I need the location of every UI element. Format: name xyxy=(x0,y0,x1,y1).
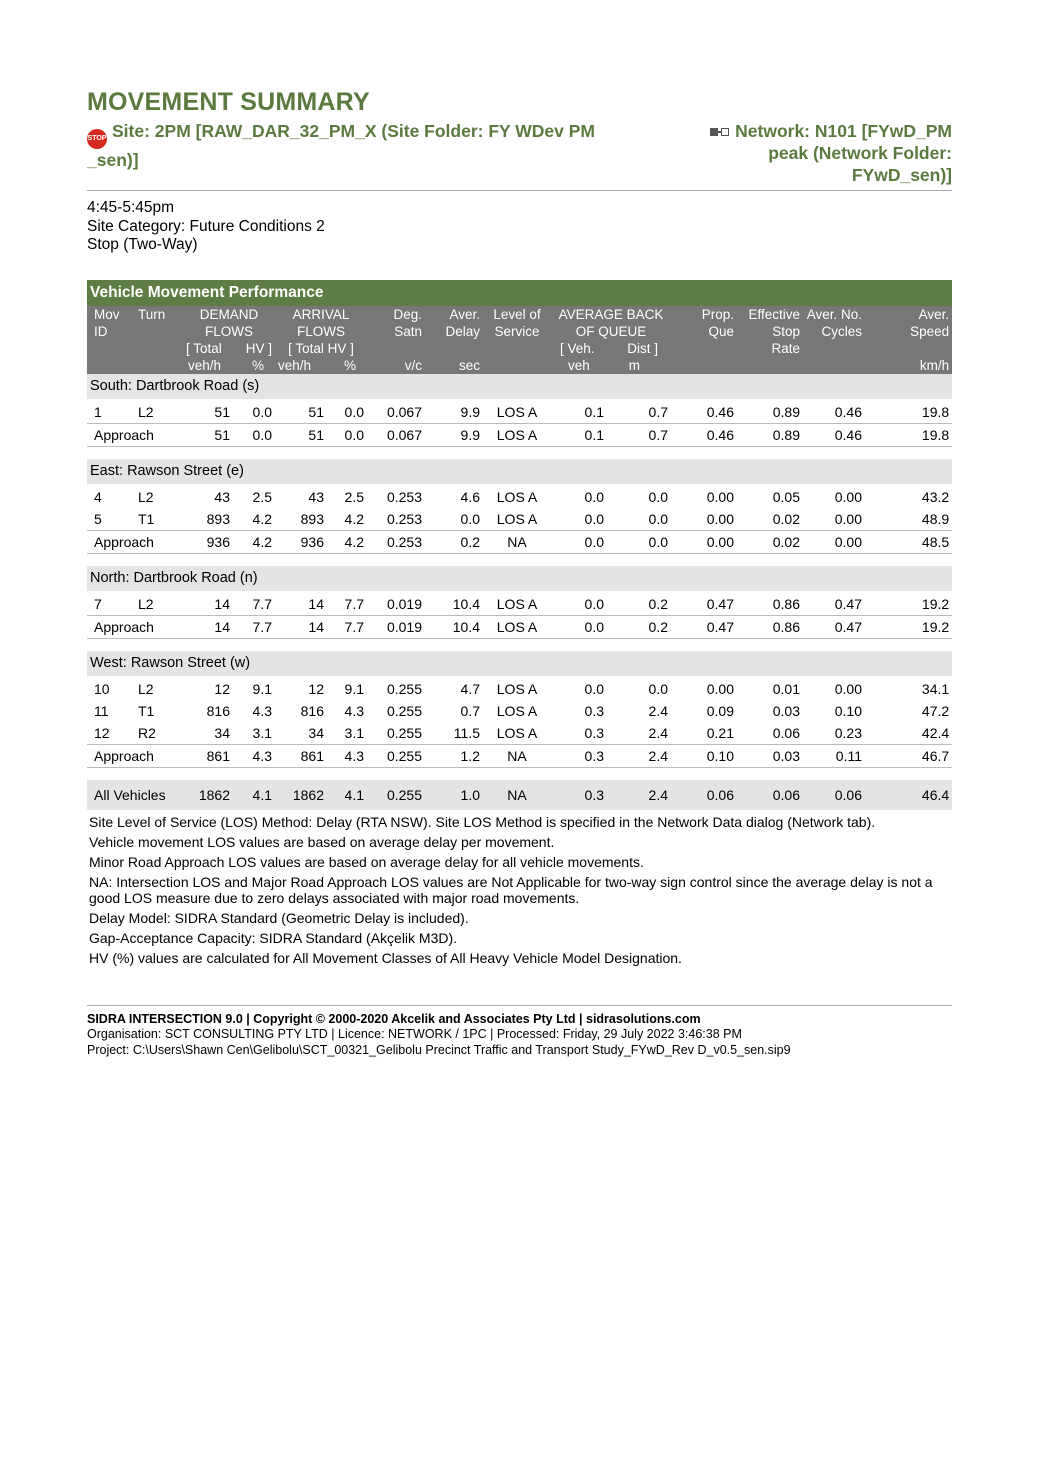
table-cell: LOS A xyxy=(496,680,538,697)
table-cell: 4.2 xyxy=(344,510,364,527)
table-cell: 9.9 xyxy=(460,403,480,420)
note-line: Delay Model: SIDRA Standard (Geometric Delay is included). xyxy=(89,910,469,926)
table-cell: 0.7 xyxy=(460,702,480,719)
table-cell: 0.00 xyxy=(706,510,734,527)
table-cell: 46.7 xyxy=(865,744,952,767)
table-cell: LOS A xyxy=(496,702,538,719)
table-cell: 0.1 xyxy=(551,423,607,446)
table-cell: All Vehicles xyxy=(87,780,183,810)
table-cell: NA xyxy=(483,744,551,767)
table-cell: 2.4 xyxy=(648,724,668,741)
table-cell: 0.255 xyxy=(367,780,425,810)
table-cell: 0.0 xyxy=(584,680,604,697)
table-cell: 3.1 xyxy=(344,724,364,741)
table-cell: 0.11 xyxy=(803,744,865,767)
control-type: Stop (Two-Way) xyxy=(87,236,198,253)
table-cell: 2.5 xyxy=(344,488,364,505)
table-cell: 19.8 xyxy=(865,423,952,446)
table-cell: 3.1 xyxy=(252,724,272,741)
table-cell: 0.00 xyxy=(834,680,862,697)
table-cell: 0.46 xyxy=(671,423,737,446)
col-back-of-queue: AVERAGE BACK OF QUEUE [ Veh. Dist ] veh m xyxy=(551,306,671,374)
table-cell: 0.3 xyxy=(551,744,607,767)
note-line: Site Level of Service (LOS) Method: Delay (RTA NSW). Site LOS Method is specified in the Network Data dialog (Network tab). xyxy=(89,813,876,830)
col-aver-cycles: Aver. No. Cycles xyxy=(803,306,865,374)
col-mov-id: Mov ID xyxy=(87,306,135,374)
table-cell: 43 xyxy=(308,488,324,505)
site-category: Site Category: Future Conditions 2 xyxy=(87,217,325,235)
note-line: NA: Intersection LOS and Major Road Approach LOS values are Not Applicable for two-way sign control since the average delay is not a good LOS measure due to zero delays associated with major road movements. xyxy=(89,873,933,906)
table-cell: 0.23 xyxy=(834,724,862,741)
table-cell: 10.4 xyxy=(452,595,480,612)
col-demand-flows: DEMAND FLOWS [ Total HV ] veh/h % xyxy=(183,306,275,374)
table-cell: 0.255 xyxy=(386,702,422,719)
table-cell: 0.89 xyxy=(737,423,803,446)
table-cell: 0.46 xyxy=(706,403,734,420)
table-cell: 0.0 xyxy=(607,530,671,553)
note-line: Vehicle movement LOS values are based on average delay per movement. xyxy=(89,833,555,850)
table-cell: 43.2 xyxy=(921,488,950,505)
table-cell: 816 xyxy=(206,702,230,719)
table-cell: 0.00 xyxy=(671,530,737,553)
table-cell: L2 xyxy=(138,488,154,505)
table-cell: 0.253 xyxy=(386,510,422,527)
table-row xyxy=(87,401,952,424)
table-cell: 0.21 xyxy=(706,724,734,741)
table-cell: 2.4 xyxy=(607,780,671,810)
approach-section-header xyxy=(87,651,952,676)
table-cell: NA xyxy=(483,530,551,553)
table-cell: 2.4 xyxy=(607,744,671,767)
table-cell: 0.253 xyxy=(367,530,425,553)
table-cell: 0.1 xyxy=(584,403,604,420)
table-cell: 0.47 xyxy=(671,615,737,638)
table-cell: 0.0 xyxy=(584,510,604,527)
table-cell: 893 xyxy=(300,510,324,527)
network-label: Network: N101 [FYwD_PM peak (Network Folder: FYwD_sen)] xyxy=(735,121,952,185)
table-cell: 7.7 xyxy=(344,595,364,612)
table-cell: 0.067 xyxy=(386,403,422,420)
section-name: South: Dartbrook Road (s) xyxy=(87,374,952,399)
table-cell: 4.1 xyxy=(327,780,367,810)
table-cell: T1 xyxy=(138,702,155,719)
table-cell: 0.02 xyxy=(772,510,800,527)
table-cell: 0.0 xyxy=(551,530,607,553)
table-cell: 19.8 xyxy=(921,403,950,420)
table-cell: Approach xyxy=(87,744,183,767)
table-cell: 51 xyxy=(183,423,233,446)
table-cell: 0.067 xyxy=(367,423,425,446)
table-cell: 7.7 xyxy=(233,615,275,638)
footer-project: Project: C:\Users\Shawn Cen\Gelibolu\SCT_00321_Gelibolu Precinct Traffic and Transport Study_FYwD_Rev D_v0.5_sen.sip9 xyxy=(87,1042,791,1057)
notes-block xyxy=(87,814,952,967)
table-cell: 1.0 xyxy=(425,780,483,810)
table-cell: T1 xyxy=(138,510,155,527)
table-cell: 42.4 xyxy=(921,724,950,741)
table-cell: 51 xyxy=(214,403,230,420)
table-cell: 14 xyxy=(214,595,230,612)
table-cell: 0.00 xyxy=(834,488,862,505)
table-cell: 51 xyxy=(308,403,324,420)
section-name: West: Rawson Street (w) xyxy=(87,651,952,676)
table-cell: 7.7 xyxy=(327,615,367,638)
note-line: Minor Road Approach LOS values are based on average delay for all vehicle movements. xyxy=(89,853,644,870)
table-cell: 0.09 xyxy=(706,702,734,719)
table-cell: 0.0 xyxy=(584,488,604,505)
table-cell: 0.0 xyxy=(460,510,480,527)
table-cell: 0.0 xyxy=(233,423,275,446)
approach-section-header xyxy=(87,459,952,484)
table-cell: 0.46 xyxy=(834,403,862,420)
table-cell: 47.2 xyxy=(921,702,950,719)
table-cell: 4.2 xyxy=(327,530,367,553)
table-cell: 0.0 xyxy=(252,403,272,420)
table-cell: 0.06 xyxy=(671,780,737,810)
table-cell: 2.4 xyxy=(648,702,668,719)
table-cell: 1.2 xyxy=(425,744,483,767)
table-cell: 4.3 xyxy=(344,702,364,719)
table-cell: 0.00 xyxy=(803,530,865,553)
table-cell: 14 xyxy=(183,615,233,638)
table-cell: 0.2 xyxy=(607,615,671,638)
table-cell: 7 xyxy=(94,595,102,612)
table-cell: 4.7 xyxy=(460,680,480,697)
page-title: MOVEMENT SUMMARY xyxy=(87,88,370,116)
footer xyxy=(87,1012,952,1059)
table-cell: 34 xyxy=(214,724,230,741)
network-icon xyxy=(710,120,729,142)
table-cell: 0.86 xyxy=(772,595,800,612)
table-cell: 0.253 xyxy=(386,488,422,505)
table-cell: 0.019 xyxy=(367,615,425,638)
table-cell: 9.1 xyxy=(344,680,364,697)
time-period: 4:45-5:45pm xyxy=(87,199,175,216)
approach-total-row xyxy=(87,530,952,553)
table-cell: 46.4 xyxy=(865,780,952,810)
table-cell: 51 xyxy=(275,423,327,446)
header-divider xyxy=(87,190,952,191)
section-name: North: Dartbrook Road (n) xyxy=(87,566,952,591)
table-cell: 48.5 xyxy=(865,530,952,553)
table-cell: Approach xyxy=(87,530,183,553)
table-cell: 7.7 xyxy=(252,595,272,612)
table-cell: 34.1 xyxy=(921,680,950,697)
table-cell: R2 xyxy=(138,724,156,741)
table-cell: 0.05 xyxy=(772,488,800,505)
footer-divider xyxy=(87,1005,952,1006)
table-cell: 1862 xyxy=(183,780,233,810)
table-cell: 14 xyxy=(308,595,324,612)
report-page xyxy=(87,86,952,1058)
table-cell: 0.10 xyxy=(834,702,862,719)
table-cell: 4.6 xyxy=(460,488,480,505)
movement-performance-table xyxy=(87,280,952,810)
table-cell: 0.06 xyxy=(772,724,800,741)
table-cell: 0.0 xyxy=(551,615,607,638)
table-row xyxy=(87,508,952,531)
section-name: East: Rawson Street (e) xyxy=(87,459,952,484)
table-cell: 43 xyxy=(214,488,230,505)
table-cell: 0.2 xyxy=(425,530,483,553)
col-aver-delay: Aver. Delay sec xyxy=(425,306,483,374)
table-cell: 9.1 xyxy=(252,680,272,697)
table-row xyxy=(87,593,952,616)
col-arrival-flows: ARRIVAL FLOWS [ Total HV ] veh/h % xyxy=(275,306,367,374)
column-header-row xyxy=(87,306,952,374)
table-cell: 12 xyxy=(308,680,324,697)
approach-total-row xyxy=(87,423,952,446)
table-cell: 2.5 xyxy=(252,488,272,505)
table-cell: 861 xyxy=(275,744,327,767)
table-cell: LOS A xyxy=(483,615,551,638)
approach-section-header xyxy=(87,566,952,591)
table-cell: 19.2 xyxy=(865,615,952,638)
table-cell: 0.00 xyxy=(706,488,734,505)
site-meta xyxy=(87,199,952,255)
table-cell: 0.0 xyxy=(648,488,668,505)
table-cell: 0.3 xyxy=(584,702,604,719)
table-cell: LOS A xyxy=(496,724,538,741)
network-heading xyxy=(682,120,952,186)
table-cell: 11.5 xyxy=(453,724,480,741)
table-cell: 0.00 xyxy=(706,680,734,697)
table-cell: 0.47 xyxy=(803,615,865,638)
table-cell: 14 xyxy=(275,615,327,638)
table-cell: LOS A xyxy=(496,510,538,527)
table-cell: 0.06 xyxy=(737,780,803,810)
table-cell: 816 xyxy=(300,702,324,719)
col-deg-satn: Deg. Satn v/c xyxy=(367,306,425,374)
table-cell: 4 xyxy=(94,488,102,505)
note-line: Gap-Acceptance Capacity: SIDRA Standard (Akçelik M3D). xyxy=(89,930,458,946)
table-cell: 10.4 xyxy=(425,615,483,638)
table-cell: 4.3 xyxy=(252,702,272,719)
table-cell: 4.3 xyxy=(327,744,367,767)
footer-organisation: Organisation: SCT CONSULTING PTY LTD | Licence: NETWORK / 1PC | Processed: Friday, 29 July 2022 3:46:38 PM xyxy=(87,1027,742,1041)
footer-copyright: SIDRA INTERSECTION 9.0 | Copyright © 2000-2020 Akcelik and Associates Pty Ltd | sidrasolutions.com xyxy=(87,1011,701,1026)
table-cell: 12 xyxy=(214,680,230,697)
stop-sign-icon: STOP xyxy=(87,129,107,149)
table-cell: 0.019 xyxy=(386,595,422,612)
table-cell: 0.0 xyxy=(327,423,367,446)
table-cell: 0.0 xyxy=(344,403,364,420)
table-cell: Approach xyxy=(87,615,183,638)
table-cell: 0.255 xyxy=(367,744,425,767)
table-row xyxy=(87,700,952,722)
table-cell: 936 xyxy=(275,530,327,553)
table-cell: 48.9 xyxy=(921,510,950,527)
col-level-of-service: Level of Service xyxy=(483,306,551,374)
header-row xyxy=(87,120,952,186)
table-cell: 4.2 xyxy=(233,530,275,553)
approach-total-row xyxy=(87,744,952,767)
table-cell: 0.03 xyxy=(772,702,800,719)
approach-section-header xyxy=(87,374,952,399)
site-label: Site: 2PM [RAW_DAR_32_PM_X (Site Folder: FY WDev PM _sen)] xyxy=(87,121,595,170)
table-cell: 12 xyxy=(94,724,110,741)
table-cell: 0.01 xyxy=(772,680,800,697)
table-cell: 10 xyxy=(94,680,110,697)
table-cell: 5 xyxy=(94,510,102,527)
table-cell: 861 xyxy=(183,744,233,767)
table-cell: 1 xyxy=(94,403,102,420)
table-cell: 34 xyxy=(308,724,324,741)
table-row xyxy=(87,722,952,745)
table-cell: 4.1 xyxy=(233,780,275,810)
table-cell: 936 xyxy=(183,530,233,553)
table-cell: 0.3 xyxy=(551,780,607,810)
all-vehicles-row xyxy=(87,780,952,810)
table-cell: 0.86 xyxy=(737,615,803,638)
table-cell: 0.89 xyxy=(772,403,800,420)
table-cell: 4.2 xyxy=(252,510,272,527)
table-cell: LOS A xyxy=(496,488,538,505)
table-cell: 0.7 xyxy=(607,423,671,446)
table-cell: 0.00 xyxy=(834,510,862,527)
table-cell: LOS A xyxy=(496,403,538,420)
table-cell: LOS A xyxy=(483,423,551,446)
table-cell: 0.0 xyxy=(648,680,668,697)
table-cell: 0.47 xyxy=(706,595,734,612)
table-cell: L2 xyxy=(138,680,154,697)
table-cell: 0.46 xyxy=(803,423,865,446)
table-cell: 11 xyxy=(94,702,109,719)
table-cell: 4.3 xyxy=(233,744,275,767)
table-cell: 0.7 xyxy=(648,403,668,420)
table-cell: 9.9 xyxy=(425,423,483,446)
col-effective-stop-rate: Effective Stop Rate xyxy=(737,306,803,374)
table-cell: 1862 xyxy=(275,780,327,810)
table-title: Vehicle Movement Performance xyxy=(87,280,952,306)
table-row xyxy=(87,486,952,508)
table-cell: 0.03 xyxy=(737,744,803,767)
table-cell: 0.0 xyxy=(648,510,668,527)
table-cell: 19.2 xyxy=(921,595,950,612)
table-cell: 0.06 xyxy=(803,780,865,810)
note-line: HV (%) values are calculated for All Movement Classes of All Heavy Vehicle Model Designation. xyxy=(89,950,682,966)
table-cell: 0.0 xyxy=(584,595,604,612)
approach-total-row xyxy=(87,615,952,638)
site-heading xyxy=(87,120,647,186)
col-turn: Turn xyxy=(135,306,183,374)
table-cell: 0.47 xyxy=(834,595,862,612)
table-cell: NA xyxy=(483,780,551,810)
col-prop-que: Prop. Que xyxy=(671,306,737,374)
table-cell: LOS A xyxy=(496,595,538,612)
table-cell: 0.255 xyxy=(386,680,422,697)
table-cell: 0.255 xyxy=(386,724,422,741)
table-cell: 0.3 xyxy=(584,724,604,741)
table-row xyxy=(87,678,952,700)
table-cell: 0.10 xyxy=(671,744,737,767)
table-cell: Approach xyxy=(87,423,183,446)
table-cell: L2 xyxy=(138,403,154,420)
table-cell: 893 xyxy=(206,510,230,527)
table-cell: 0.02 xyxy=(737,530,803,553)
table-cell: 0.2 xyxy=(648,595,668,612)
col-aver-speed: Aver. Speed km/h xyxy=(865,306,952,374)
table-cell: L2 xyxy=(138,595,154,612)
